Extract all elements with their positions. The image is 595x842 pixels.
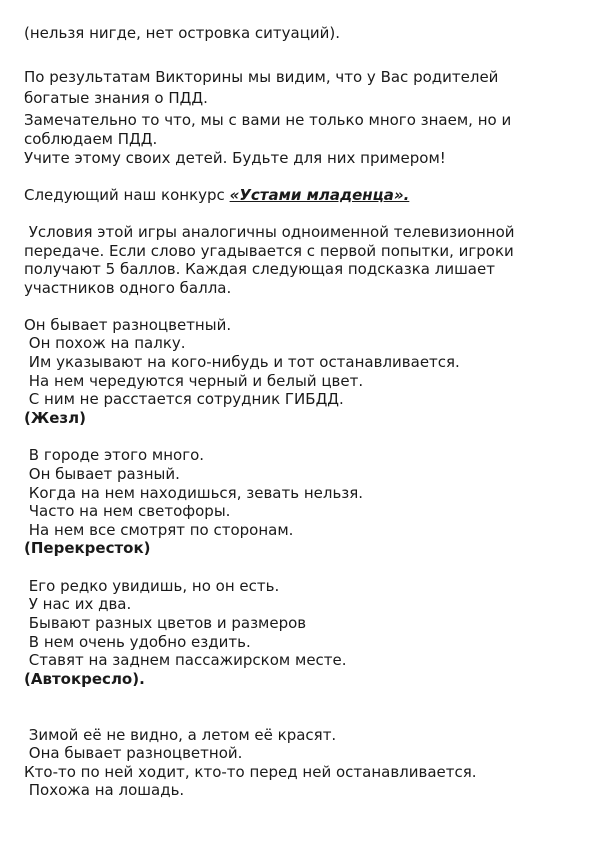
conditions-line-1: Условия этой игры аналогичны одноименной телевизионной [24,223,515,241]
riddle-2-clue-4: Часто на нем светофоры. [24,502,231,520]
contest-title: «Устами младенца». [229,186,410,204]
riddle-1-answer: (Жезл) [24,409,86,427]
riddle-4-clue-3: Кто-то по ней ходит, кто-то перед ней останавливается. [24,763,477,781]
quiz-result-line-2: богатые знания о ПДД. [24,89,208,107]
riddle-4-clue-1: Зимой её не видно, а летом её красят. [24,726,337,744]
riddle-1-clue-4: На нем чередуются черный и белый цвет. [24,372,364,390]
riddle-2-clue-2: Он бывает разный. [24,465,180,483]
conditions-line-4: участников одного балла. [24,279,232,297]
next-contest-prefix: Следующий наш конкурс [24,186,230,204]
riddle-3-clue-4: В нем очень удобно ездить. [24,633,251,651]
riddle-2-clue-1: В городе этого много. [24,446,205,464]
riddle-2-clue-3: Когда на нем находишься, зевать нельзя. [24,484,364,502]
riddle-4-clue-4: Похожа на лошадь. [24,781,185,799]
conditions-line-2: передаче. Если слово угадывается с первой попытки, игроки [24,242,514,260]
quiz-result-line-5: Учите этому своих детей. Будьте для них примером! [24,149,446,167]
riddle-2-clue-5: На нем все смотрят по сторонам. [24,521,294,539]
riddle-1-clue-3: Им указывают на кого-нибудь и тот останавливается. [24,353,460,371]
riddle-1-clue-1: Он бывает разноцветный. [24,316,232,334]
riddle-3-clue-3: Бывают разных цветов и размеров [24,614,307,632]
next-contest-line [24,186,409,205]
conditions-line-3: получают 5 баллов. Каждая следующая подсказка лишает [24,260,495,278]
riddle-3-clue-5: Ставят на заднем пассажирском месте. [24,651,347,669]
riddle-1-clue-2: Он похож на палку. [24,334,186,352]
riddle-3-clue-2: У нас их два. [24,595,132,613]
quiz-result-line-3: Замечательно то что, мы с вами не только много знаем, но и [24,111,512,129]
riddle-3-answer: (Автокресло). [24,670,145,688]
riddle-2-answer: (Перекресток) [24,539,151,557]
riddle-1-clue-5: С ним не расстается сотрудник ГИБДД. [24,390,344,408]
quiz-result-line-4: соблюдаем ПДД. [24,130,158,148]
riddle-4-clue-2: Она бывает разноцветной. [24,744,243,762]
quiz-result-line-1: По результатам Викторины мы видим, что у Вас родителей [24,68,499,86]
intro-line: (нельзя нигде, нет островка ситуаций). [24,24,341,42]
riddle-3-clue-1: Его редко увидишь, но он есть. [24,577,280,595]
